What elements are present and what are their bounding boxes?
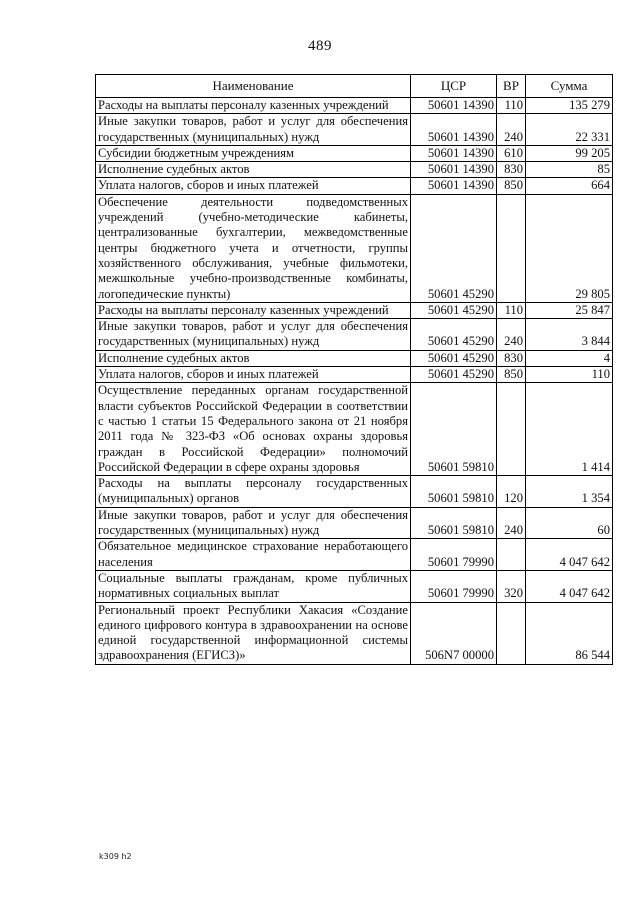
row-csr: 50601 14390 bbox=[411, 145, 497, 161]
row-name: Расходы на выплаты персоналу казенных учреждений bbox=[96, 98, 411, 114]
row-name: Обеспечение деятельности подведомственных учреждений (учебно-методические кабинеты, централизованные бухгалтерии, межведомственные центры бюджетного учета и отчетности, группы хозяйственного обслуживания, учебные фильмотеки, межшкольные учебно-производственные комбинаты, логопедические пункты) bbox=[96, 194, 411, 302]
row-vr: 240 bbox=[497, 114, 526, 146]
footer-code: k309 h2 bbox=[99, 852, 132, 861]
row-vr: 110 bbox=[497, 302, 526, 318]
row-name: Иные закупки товаров, работ и услуг для обеспечения государственных (муниципальных) нужд bbox=[96, 507, 411, 539]
table-row bbox=[96, 602, 613, 664]
budget-table bbox=[95, 74, 613, 665]
row-name: Исполнение судебных актов bbox=[96, 162, 411, 178]
table-row bbox=[96, 570, 613, 602]
row-vr: 850 bbox=[497, 367, 526, 383]
row-vr: 320 bbox=[497, 570, 526, 602]
row-csr: 50601 45290 bbox=[411, 367, 497, 383]
table-row bbox=[96, 162, 613, 178]
row-vr: 110 bbox=[497, 98, 526, 114]
table-row bbox=[96, 178, 613, 194]
row-vr: 120 bbox=[497, 476, 526, 508]
table-row bbox=[96, 367, 613, 383]
row-sum: 60 bbox=[526, 507, 613, 539]
row-sum: 4 bbox=[526, 350, 613, 366]
header-name: Наименование bbox=[96, 75, 411, 98]
row-name: Исполнение судебных актов bbox=[96, 350, 411, 366]
table-row bbox=[96, 507, 613, 539]
row-vr: 610 bbox=[497, 145, 526, 161]
row-sum: 85 bbox=[526, 162, 613, 178]
row-sum: 29 805 bbox=[526, 194, 613, 302]
table-row bbox=[96, 98, 613, 114]
header-vr: ВР bbox=[497, 75, 526, 98]
row-sum: 86 544 bbox=[526, 602, 613, 664]
row-csr: 50601 14390 bbox=[411, 178, 497, 194]
row-csr: 506N7 00000 bbox=[411, 602, 497, 664]
header-sum: Сумма bbox=[526, 75, 613, 98]
row-sum: 110 bbox=[526, 367, 613, 383]
row-sum: 664 bbox=[526, 178, 613, 194]
row-csr: 50601 14390 bbox=[411, 162, 497, 178]
table-row bbox=[96, 539, 613, 571]
row-sum: 99 205 bbox=[526, 145, 613, 161]
row-name: Уплата налогов, сборов и иных платежей bbox=[96, 178, 411, 194]
row-vr bbox=[497, 539, 526, 571]
row-vr: 240 bbox=[497, 507, 526, 539]
row-vr bbox=[497, 383, 526, 476]
row-csr: 50601 14390 bbox=[411, 114, 497, 146]
row-csr: 50601 79990 bbox=[411, 570, 497, 602]
row-csr: 50601 59810 bbox=[411, 383, 497, 476]
row-vr: 240 bbox=[497, 319, 526, 351]
row-vr bbox=[497, 602, 526, 664]
table-row bbox=[96, 476, 613, 508]
table-header-row bbox=[96, 75, 613, 98]
table-row bbox=[96, 302, 613, 318]
row-csr: 50601 59810 bbox=[411, 476, 497, 508]
row-name: Региональный проект Республики Хакасия «Создание единого цифрового контура в здравоохранении на основе единой государственной информационной системы здравоохранения (ЕГИСЗ)» bbox=[96, 602, 411, 664]
row-sum: 25 847 bbox=[526, 302, 613, 318]
row-csr: 50601 79990 bbox=[411, 539, 497, 571]
table-row bbox=[96, 319, 613, 351]
header-csr: ЦСР bbox=[411, 75, 497, 98]
table-row bbox=[96, 145, 613, 161]
row-name: Иные закупки товаров, работ и услуг для обеспечения государственных (муниципальных) нужд bbox=[96, 114, 411, 146]
row-sum: 1 414 bbox=[526, 383, 613, 476]
table-row bbox=[96, 194, 613, 302]
row-sum: 22 331 bbox=[526, 114, 613, 146]
row-name: Социальные выплаты гражданам, кроме публичных нормативных социальных выплат bbox=[96, 570, 411, 602]
table-row bbox=[96, 383, 613, 476]
row-name: Субсидии бюджетным учреждениям bbox=[96, 145, 411, 161]
row-name: Осуществление переданных органам государственной власти субъектов Российской Федерации в соответствии с частью 1 статьи 15 Федерального закона от 21 ноября 2011 года № 323-ФЗ «Об основах охраны здоровья граждан в Российской Федерации» полномочий Российской Федерации в сфере охраны здоровья bbox=[96, 383, 411, 476]
row-csr: 50601 45290 bbox=[411, 350, 497, 366]
table-row bbox=[96, 350, 613, 366]
row-csr: 50601 14390 bbox=[411, 98, 497, 114]
row-sum: 4 047 642 bbox=[526, 570, 613, 602]
row-sum: 135 279 bbox=[526, 98, 613, 114]
row-csr: 50601 45290 bbox=[411, 319, 497, 351]
row-csr: 50601 45290 bbox=[411, 194, 497, 302]
row-vr: 830 bbox=[497, 162, 526, 178]
row-name: Уплата налогов, сборов и иных платежей bbox=[96, 367, 411, 383]
row-sum: 1 354 bbox=[526, 476, 613, 508]
row-sum: 4 047 642 bbox=[526, 539, 613, 571]
row-name: Иные закупки товаров, работ и услуг для обеспечения государственных (муниципальных) нужд bbox=[96, 319, 411, 351]
page-number: 489 bbox=[308, 38, 332, 54]
row-vr bbox=[497, 194, 526, 302]
row-vr: 850 bbox=[497, 178, 526, 194]
row-name: Расходы на выплаты персоналу казенных учреждений bbox=[96, 302, 411, 318]
row-sum: 3 844 bbox=[526, 319, 613, 351]
row-vr: 830 bbox=[497, 350, 526, 366]
row-name: Расходы на выплаты персоналу государственных (муниципальных) органов bbox=[96, 476, 411, 508]
row-name: Обязательное медицинское страхование неработающего населения bbox=[96, 539, 411, 571]
row-csr: 50601 45290 bbox=[411, 302, 497, 318]
row-csr: 50601 59810 bbox=[411, 507, 497, 539]
table-row bbox=[96, 114, 613, 146]
